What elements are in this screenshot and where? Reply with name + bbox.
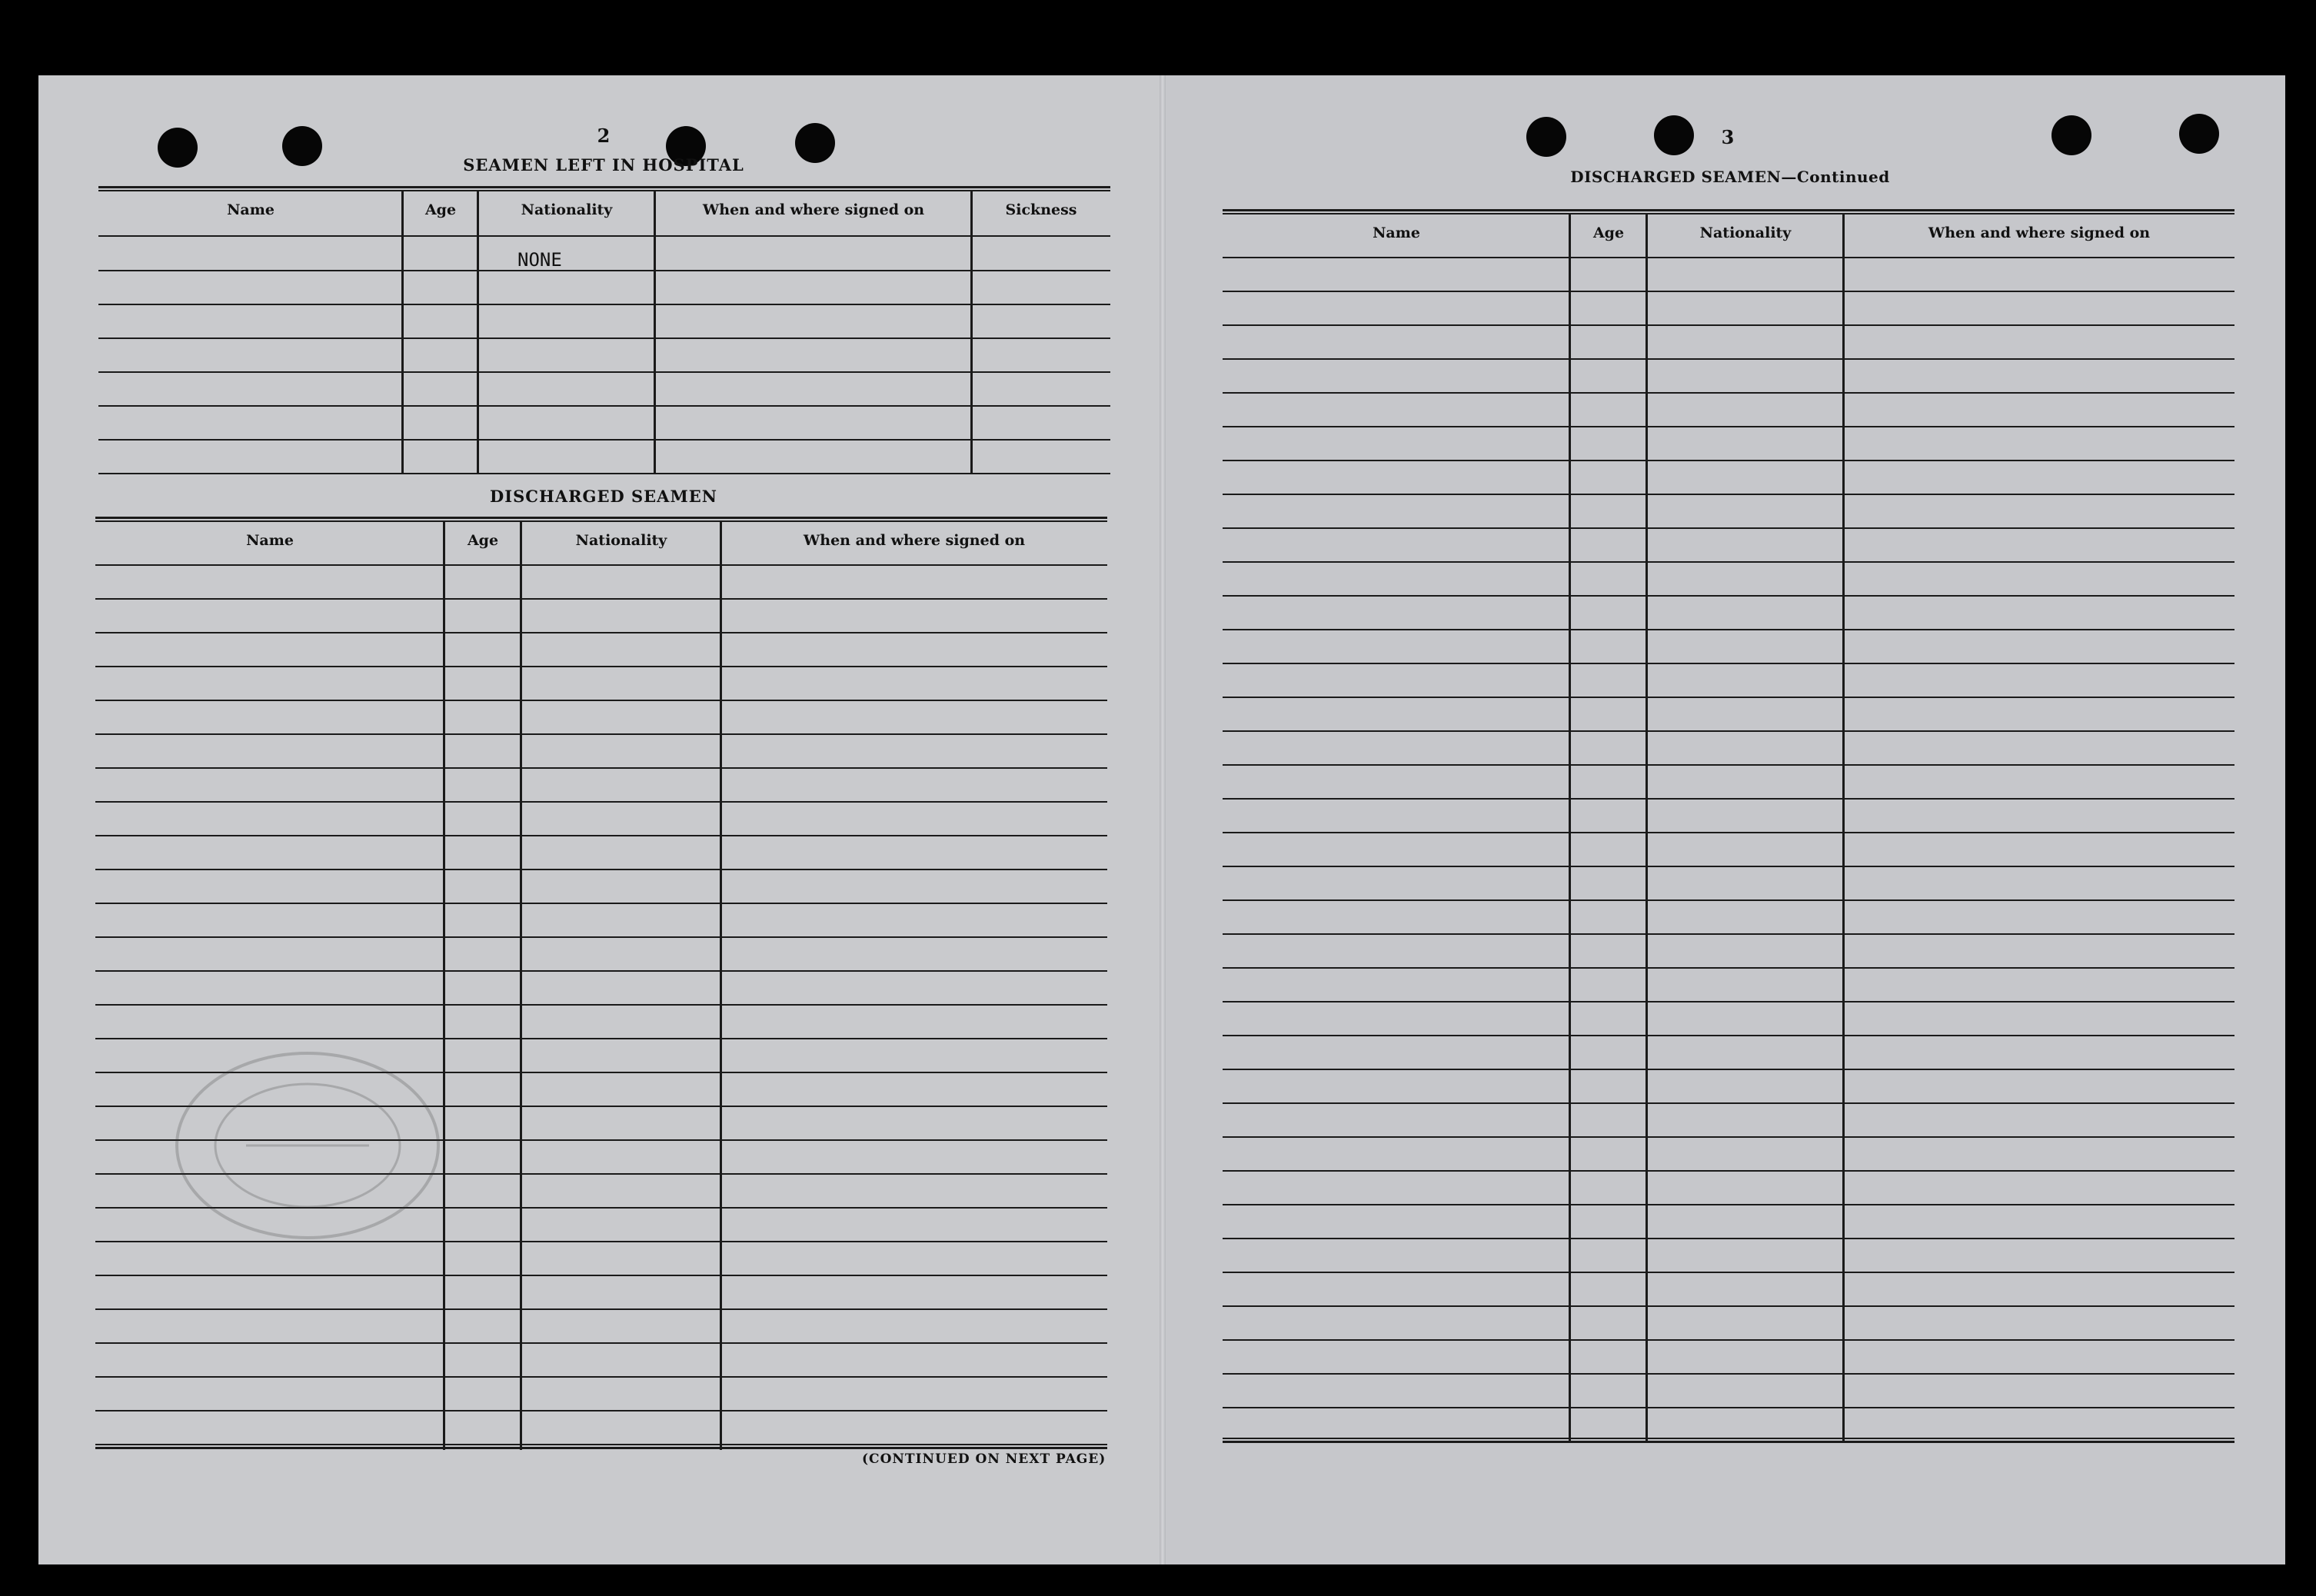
discharged-table xyxy=(95,517,1107,1455)
punch-hole xyxy=(2179,114,2219,154)
col-header-nationality: Nationality xyxy=(521,201,613,218)
col-header-signed-on: When and where signed on xyxy=(702,201,925,218)
col-header-age: Age xyxy=(467,532,499,549)
col-header-age: Age xyxy=(424,201,457,218)
col-header-name: Name xyxy=(227,201,275,218)
punch-hole xyxy=(2051,115,2091,155)
punch-hole xyxy=(158,128,198,168)
hospital-entry-none: NONE xyxy=(517,249,562,271)
col-header-age: Age xyxy=(1592,224,1625,241)
punch-hole xyxy=(795,123,835,163)
col-header-name: Name xyxy=(246,532,294,549)
punch-hole xyxy=(1526,117,1566,157)
discharged-section-title: DISCHARGED SEAMEN xyxy=(490,487,717,506)
col-header-nationality: Nationality xyxy=(575,532,667,549)
page-fold xyxy=(1160,75,1166,1564)
col-header-nationality: Nationality xyxy=(1699,224,1792,241)
discharged-continued-title: DISCHARGED SEAMEN—Continued xyxy=(1570,168,1890,186)
col-header-signed-on: When and where signed on xyxy=(1928,224,2151,241)
discharged-continued-table xyxy=(1223,209,2234,1448)
page-number-right: 3 xyxy=(1721,126,1735,148)
continued-footer: (CONTINUED ON NEXT PAGE) xyxy=(862,1451,1106,1467)
punch-hole xyxy=(1654,115,1694,155)
punch-hole xyxy=(282,126,322,166)
col-header-sickness: Sickness xyxy=(1005,201,1077,218)
col-header-signed-on: When and where signed on xyxy=(803,532,1026,549)
faded-stamp-image xyxy=(154,1030,477,1261)
page-number-left: 2 xyxy=(597,125,611,147)
hospital-table xyxy=(98,186,1110,477)
hospital-section-title: SEAMEN LEFT IN HOSPITAL xyxy=(463,155,744,175)
col-header-name: Name xyxy=(1373,224,1420,241)
